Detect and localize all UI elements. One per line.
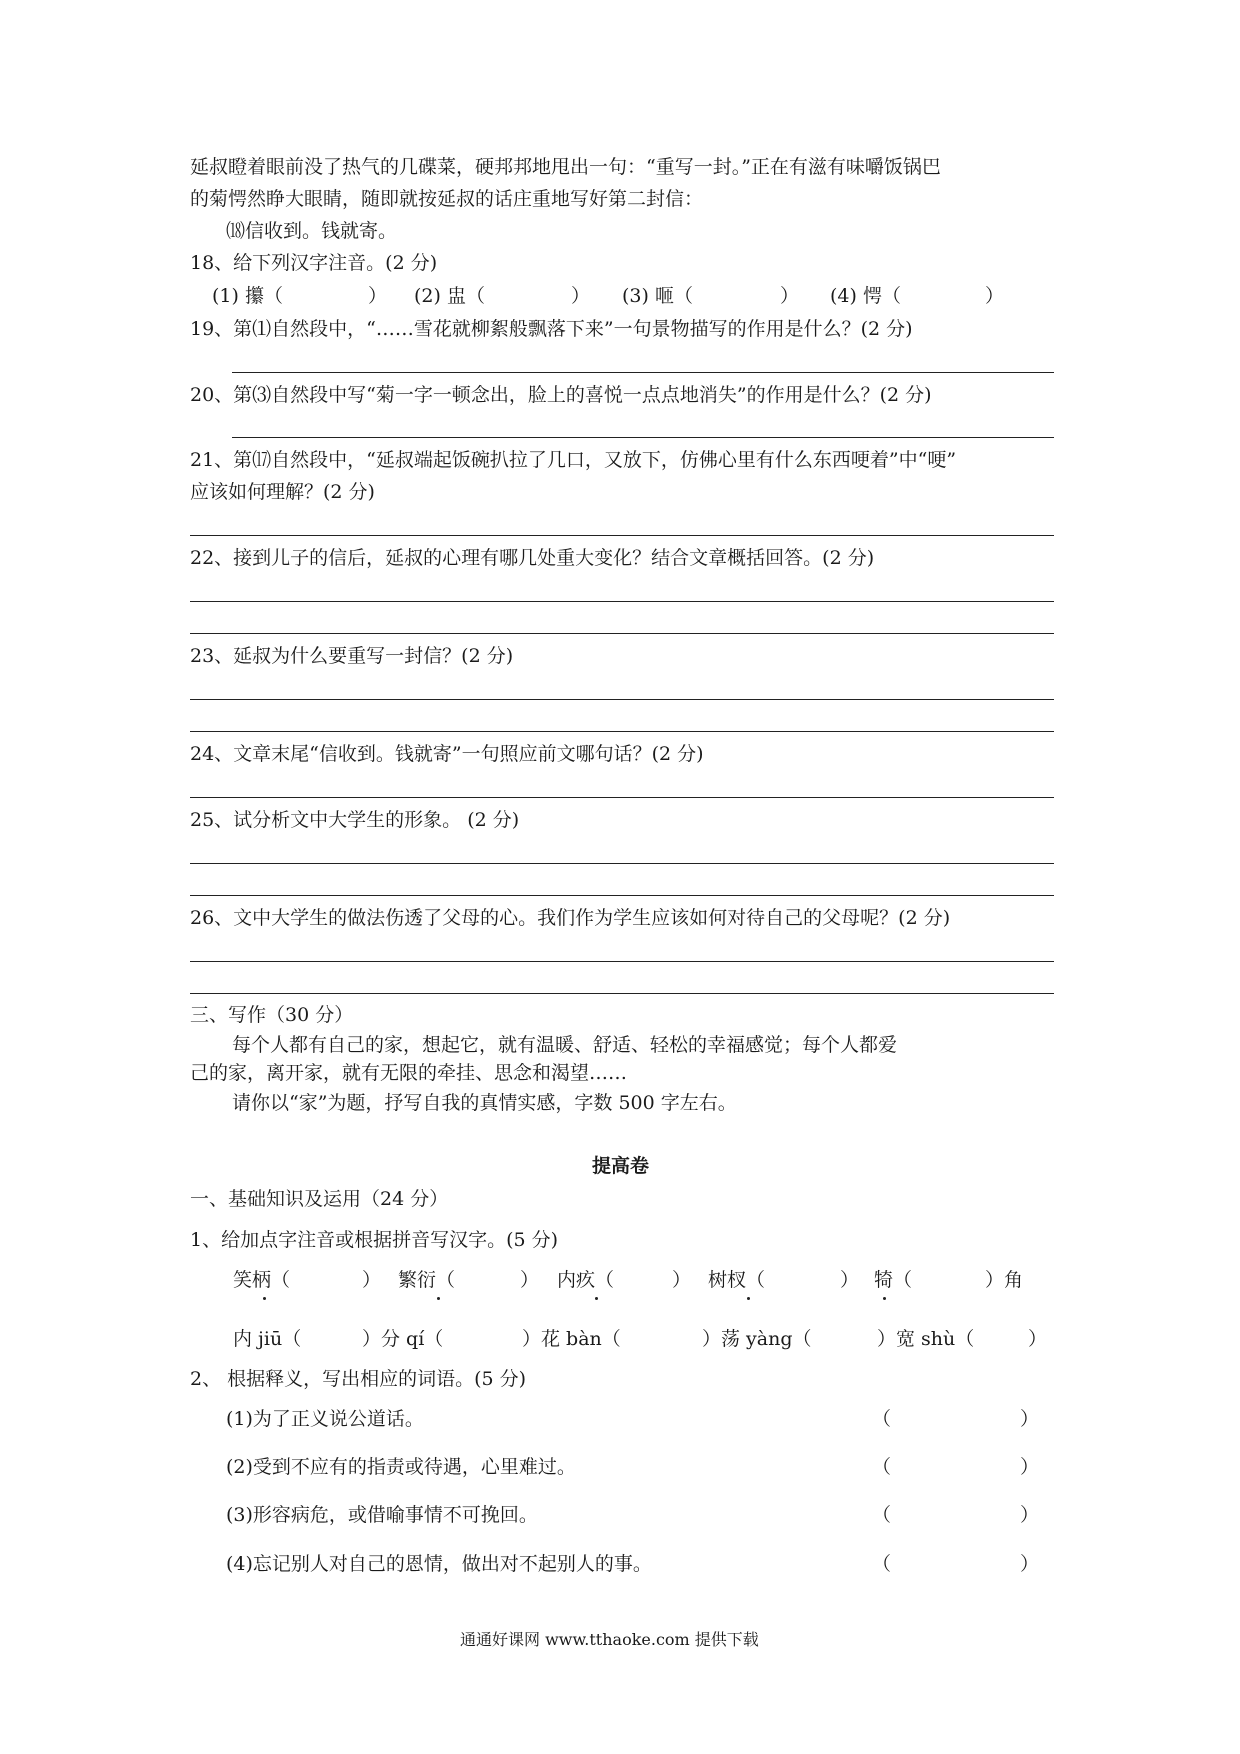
emphasis-dot [263, 1297, 266, 1300]
question-20: 20、第⑶自然段中写“菊一字一顿念出，脸上的喜悦一点点地消失”的作用是什么？(2 分) [190, 384, 932, 406]
answer-paren-close: ） [1020, 1553, 1040, 1575]
definition-1: (1)为了正义说公道话。 [226, 1408, 424, 1430]
question-2: 2、 根据释义，写出相应的词语。(5 分) [190, 1368, 527, 1390]
question-21-line-1: 21、第⒄自然段中，“延叔端起饭碗扒拉了几口，又放下，仿佛心里有什么东西哽着”中“哽” [190, 449, 957, 471]
definition-3: (3)形容病危，或借喻事情不可挽回。 [226, 1504, 538, 1526]
q1-pinyin-1: 内 jiū（ [233, 1328, 302, 1350]
q1-pinyin-4: ）荡 yàng（ [702, 1328, 812, 1350]
answer-line[interactable] [190, 961, 1054, 962]
question-22: 22、接到儿子的信后，延叔的心理有哪几处重大变化？结合文章概括回答。(2 分) [190, 547, 875, 569]
q1-word-1: 笑柄（ [233, 1269, 291, 1291]
q18-item-4-close: ） [985, 285, 1005, 307]
answer-paren-close: ） [1020, 1456, 1040, 1478]
answer-paren-open: （ [872, 1408, 892, 1430]
q1-word-5-close: ）角 [985, 1269, 1024, 1291]
passage-line-2: 的菊愕然睁大眼睛，随即就按延叔的话庄重地写好第二封信： [190, 188, 704, 210]
passage-line-3: ⒅信收到。钱就寄。 [226, 220, 398, 242]
question-23: 23、延叔为什么要重写一封信？(2 分) [190, 645, 514, 667]
emphasis-dot [747, 1297, 750, 1300]
answer-line[interactable] [190, 699, 1054, 700]
q18-item-3-close: ） [780, 285, 800, 307]
section-title: 提高卷 [592, 1155, 650, 1177]
question-1: 1、给加点字注音或根据拼音写汉字。(5 分) [190, 1229, 559, 1251]
section-heading: 一、基础知识及运用（24 分） [190, 1188, 449, 1210]
passage-line-1: 延叔瞪着眼前没了热气的几碟菜，硬邦邦地甩出一句：“重写一封。”正在有滋有味嚼饭锅巴 [190, 156, 941, 178]
answer-line[interactable] [190, 731, 1054, 732]
q1-word-2-close: ） [520, 1269, 540, 1291]
answer-line[interactable] [190, 797, 1054, 798]
answer-line[interactable] [190, 863, 1054, 864]
q18-item-4: (4) 愕（ [830, 285, 901, 307]
answer-paren-close: ） [1020, 1408, 1040, 1430]
definition-2: (2)受到不应有的指责或待遇，心里难过。 [226, 1456, 576, 1478]
q1-pinyin-2: ）分 qí（ [362, 1328, 444, 1350]
answer-line[interactable] [232, 437, 1054, 438]
emphasis-dot [883, 1297, 886, 1300]
q1-word-4: 树杈（ [708, 1269, 766, 1291]
writing-prompt-line-3: 请你以“家”为题，抒写自我的真情实感，字数 500 字左右。 [232, 1092, 737, 1114]
q1-word-4-close: ） [840, 1269, 860, 1291]
question-26: 26、文中大学生的做法伤透了父母的心。我们作为学生应该如何对待自己的父母呢？(2 分) [190, 907, 951, 929]
writing-heading: 三、写作（30 分） [190, 1004, 354, 1026]
q1-pinyin-5: ）宽 shù（ [877, 1328, 975, 1350]
q1-word-3: 内疚（ [557, 1269, 615, 1291]
answer-line[interactable] [190, 895, 1054, 896]
writing-prompt-line-1: 每个人都有自己的家，想起它，就有温暖、舒适、轻松的幸福感觉；每个人都爱 [232, 1034, 898, 1056]
definition-4: (4)忘记别人对自己的恩情，做出对不起别人的事。 [226, 1553, 652, 1575]
writing-prompt-line-2: 己的家，离开家，就有无限的牵挂、思念和渴望…… [190, 1062, 628, 1084]
answer-paren-open: （ [872, 1504, 892, 1526]
q18-item-1: (1) 攥（ [212, 285, 283, 307]
question-19: 19、第⑴自然段中，“……雪花就柳絮般飘落下来”一句景物描写的作用是什么？(2 分) [190, 318, 913, 340]
answer-line[interactable] [190, 535, 1054, 536]
q18-item-2-close: ） [571, 285, 591, 307]
answer-paren-open: （ [872, 1553, 892, 1575]
answer-line[interactable] [190, 993, 1054, 994]
question-21-line-2: 应该如何理解？(2 分) [190, 481, 375, 503]
q1-word-3-close: ） [672, 1269, 692, 1291]
answer-line[interactable] [232, 372, 1054, 373]
answer-line[interactable] [190, 633, 1054, 634]
q1-word-2: 繁衍（ [398, 1269, 456, 1291]
answer-paren-open: （ [872, 1456, 892, 1478]
answer-line[interactable] [190, 601, 1054, 602]
emphasis-dot [437, 1297, 440, 1300]
emphasis-dot [595, 1297, 598, 1300]
page-footer: 通通好课网 www.tthaoke.com 提供下载 [460, 1630, 759, 1649]
q18-item-1-close: ） [368, 285, 388, 307]
q18-item-2: (2) 盅（ [414, 285, 485, 307]
question-24: 24、文章末尾“信收到。钱就寄”一句照应前文哪句话？(2 分) [190, 743, 704, 765]
q18-item-3: (3) 咂（ [622, 285, 693, 307]
q1-word-5: 犄（ [874, 1269, 913, 1291]
q1-word-1-close: ） [362, 1269, 382, 1291]
question-25: 25、试分析文中大学生的形象。 (2 分) [190, 809, 520, 831]
question-18: 18、给下列汉字注音。(2 分) [190, 252, 438, 274]
answer-paren-close: ） [1020, 1504, 1040, 1526]
q1-pinyin-3: ）花 bàn（ [522, 1328, 621, 1350]
q1-pinyin-5-close: ） [1028, 1328, 1048, 1350]
